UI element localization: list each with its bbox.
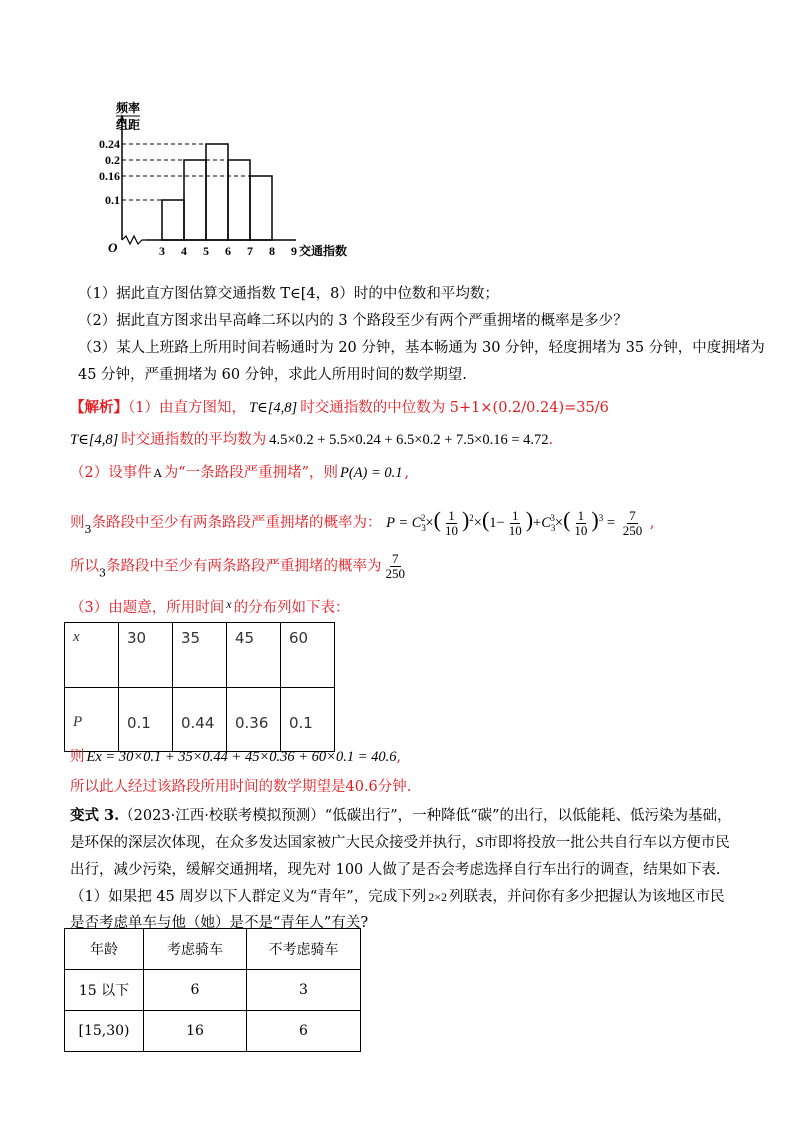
variant-question-1a: （1）如果把 45 周岁以下人群定义为“青年”，完成下列 2×2 列联表，并问你有多少把握认为该地区市民 [70,889,725,905]
probability-fraction: $\frac{7}{250}$ [385,551,405,581]
variant-question-1b: 是否考虑单车与他（她）是不是“青年人”有关? [70,915,369,931]
x-tick-label: 5 [203,244,209,258]
variant-line-1: 变式 3.（2023·江西·校联考模拟预测）“低碳出行”，一种降低“碳”的出行，以低能耗、低污染为基础， [70,807,732,824]
table-cell: P [65,688,119,752]
histogram-bar [162,200,184,240]
table-cell: 15 以下 [65,970,144,1011]
table-row [65,688,335,752]
x-tick-label: 4 [181,244,187,258]
solution-step-3: （3）由题意，所用时间 $^x$ 的分布列如下表： [70,597,350,616]
mean-formula: 4.5×0.2 + 5.5×0.24 + 6.5×0.2 + 7.5×0.16 = 4.72 [269,432,549,448]
table-cell: 0.36 [227,688,281,752]
table-cell: x [65,623,119,688]
expectation-formula: Ex = 30×0.1 + 35×0.44 + 45×0.36 + 60×0.1 = 40.6 [86,749,397,765]
x-tick-label: 9 [291,244,297,258]
histogram-bar [250,176,272,240]
binomial-formula: $P = C_3^2\times$( $\frac{1}{10}$ )$^2$×(1− $\frac{1}{10}$ )$+C_3^3\times$( $\frac{1}{10}$ )$^3$ = $\frac{7}{250}$ [386,506,643,538]
table-row [65,1011,361,1052]
variant-label: 变式 3. [70,807,120,824]
solution-prob-line: 则$_3$条路段中至少有两条路段严重拥堵的概率为： $P = C_3^2\times$( $\frac{1}{10}$ )$^2$×(1− $\frac{1}{10}$ )$+C_3^3\times$( $\frac{1}{10}$ )$^3$ = $\frac{7}{250}$ , [70,506,655,538]
solution-step-2: （2）设事件 A 为“一条路段严重拥堵”，则 P(A) = 0.1 , [70,465,410,481]
table-header: 年龄 [65,929,144,970]
expectation-line: 则 Ex = 30×0.1 + 35×0.44 + 45×0.36 + 60×0.1 = 40.6, [70,749,402,765]
question-3-line-1: （3）某人上班路上所用时间若畅通时为 20 分钟，基本畅通为 30 分钟，轻度拥堵为 35 分钟，中度拥堵为 [78,340,765,356]
axis-break [122,236,146,244]
table-header: 不考虑骑车 [247,929,361,970]
y-tick-label: 0.1 [105,193,120,207]
condition-t: T∈[4,8] [248,400,298,416]
question-2: （2）据此直方图求出早高峰二环以内的 3 个路段至少有两个严重拥堵的概率是多少？ [78,313,628,329]
histogram-bar [184,160,206,240]
y-axis-label-top: 频率 [116,101,141,115]
table-row [65,929,361,970]
solution-step-1: 【解析】（1）由直方图知， T∈[4,8] 时交通指数的中位数为 5+1×(0.2/0.24)=35/6 [70,399,609,416]
table-cell: 30 [119,623,173,688]
table-cell: 60 [281,623,335,688]
y-axis-label-bottom: 组距 [116,118,141,132]
table-cell: 0.1 [119,688,173,752]
conclusion: 所以此人经过该路段所用时间的数学期望是40.6分钟. [70,779,412,795]
frequency-histogram [70,100,370,260]
bike-survey-table [64,928,361,1052]
x-tick-label: 7 [247,244,253,258]
solution-mean: T∈[4,8] 时交通指数的平均数为 4.5×0.2 + 5.5×0.24 + 6.5×0.2 + 7.5×0.16 = 4.72. [70,432,554,448]
question-3-line-2: 45 分钟，严重拥堵为 60 分钟，求此人所用时间的数学期望. [78,367,467,383]
y-tick-label: 0.2 [105,153,120,167]
prob-event: P(A) = 0.1 [340,465,403,481]
table-cell: 6 [247,1011,361,1052]
question-1: （1）据此直方图估算交通指数 T∈[4，8）时的中位数和平均数； [78,286,499,302]
table-cell: 6 [144,970,247,1011]
distribution-table [64,622,335,752]
table-cell: 0.44 [173,688,227,752]
table-cell: [15,30) [65,1011,144,1052]
solution-prob-result: 所以$_3$条路段中至少有两条路段严重拥堵的概率为 $\frac{7}{250}$ [70,551,405,581]
x-tick-label: 3 [159,244,165,258]
x-tick-label: 8 [269,244,275,258]
x-axis-label: 交通指数 [299,244,348,258]
solution-tag: 【解析】 [70,399,128,416]
y-tick-label: 0.24 [99,137,120,151]
table-cell: 0.1 [281,688,335,752]
histogram-bar [206,144,228,240]
origin-label: O [108,240,118,255]
histogram-bar [228,160,250,240]
variant-line-2: 是环保的深层次体现，在众多发达国家被广大民众接受并执行，S市即将投放一批公共自行车以方便市民 [70,835,730,851]
table-cell: 35 [173,623,227,688]
table-row [65,623,335,688]
table-cell: 45 [227,623,281,688]
table-row [65,970,361,1011]
table-cell: 16 [144,1011,247,1052]
x-tick-label: 6 [225,244,231,258]
table-cell: 3 [247,970,361,1011]
y-tick-label: 0.16 [99,169,120,183]
table-header: 考虑骑车 [144,929,247,970]
variant-line-3: 出行，减少污染，缓解交通拥堵，现先对 100 人做了是否会考虑选择自行车出行的调查，结果如下表. [70,862,721,878]
